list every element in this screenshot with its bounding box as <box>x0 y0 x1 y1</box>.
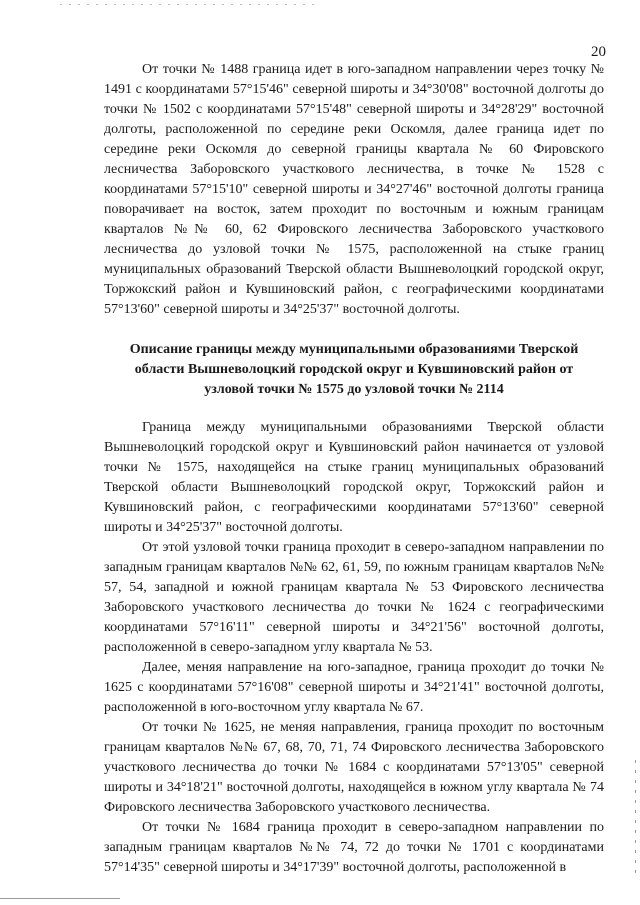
paragraph-6: От точки № 1684 граница проходит в северо-западном направлении по западным границам кварталов №№ 74, 72 до точки № 1701 с координатами 57°14'35" северной широты и 34°17'39" восточной долготы, расположенной в <box>104 820 604 875</box>
scan-artifact-bottom <box>0 898 120 899</box>
page-number: 20 <box>591 44 606 60</box>
scan-artifact-top <box>60 4 320 5</box>
document-body <box>104 60 604 878</box>
paragraph-4: Далее, меняя направление на юго-западное, граница проходит до точки № 1625 с координатами 57°16'08" северной широты и 34°21'41" восточной долготы, расположенной в юго-восточном углу квартала № 67. <box>104 660 604 715</box>
scan-artifact-right <box>635 760 636 880</box>
paragraph-1: От точки № 1488 граница идет в юго-западном направлении через точку № 1491 с координатами 57°15'46" северной широты и 34°30'08" восточной долготы до точки № 1502 с координатами 57°15'48" северной широты и 34°28'29" восточной долготы, расположенной по середине реки Оскомля, далее граница идет по середине реки Оскомля до северной границы квартала № 60 Фировского лесничества Заборовского участкового лесничества, в точке № 1528 с координатами 57°15'10" северной широты и 34°27'46" восточной долготы граница поворачивает на восток, затем проходит по восточным и южным границам кварталов №№ 60, 62 Фировского лесничества Заборовского участкового лесничества до узловой точки № 1575, расположенной на стыке границ муниципальных образований Тверской области Вышневолоцкий городской округ, Торжокский район и Кувшиновский район, с географическими координатами 57°13'60" северной широты и 34°25'37" восточной долготы. <box>104 62 604 317</box>
section-heading: Описание границы между муниципальными образованиями Тверской области Вышневолоцкий городской округ и Кувшиновский район от узловой точки № 1575 до узловой точки № 2114 <box>129 342 579 397</box>
paragraph-3: От этой узловой точки граница проходит в северо-западном направлении по западным границам кварталов №№ 62, 61, 59, по южным границам кварталов №№ 57, 54, западной и южной границам квартала № 53 Фировского лесничества Заборовского участкового лесничества до точки № 1624 с географическими координатами 57°16'11" северной широты и 34°21'56" восточной долготы, расположенной в северо-западном углу квартала № 53. <box>104 540 604 655</box>
paragraph-5: От точки № 1625, не меняя направления, граница проходит по восточным границам кварталов №№ 67, 68, 70, 71, 74 Фировского лесничества Заборовского участкового лесничества до точки № 1684 с координатами 57°13'05" северной широты и 34°18'21" восточной долготы, находящейся в южном углу квартала № 74 Фировского лесничества Заборовского участкового лесничества. <box>104 720 604 815</box>
paragraph-2: Граница между муниципальными образованиями Тверской области Вышневолоцкий городской округ и Кувшиновский район начинается от узловой точки № 1575, находящейся на стыке границ муниципальных образований Тверской области Вышневолоцкий городской округ, Торжокский район и Кувшиновский район, с географическими координатами 57°13'60" северной широты и 34°25'37" восточной долготы. <box>104 420 604 535</box>
